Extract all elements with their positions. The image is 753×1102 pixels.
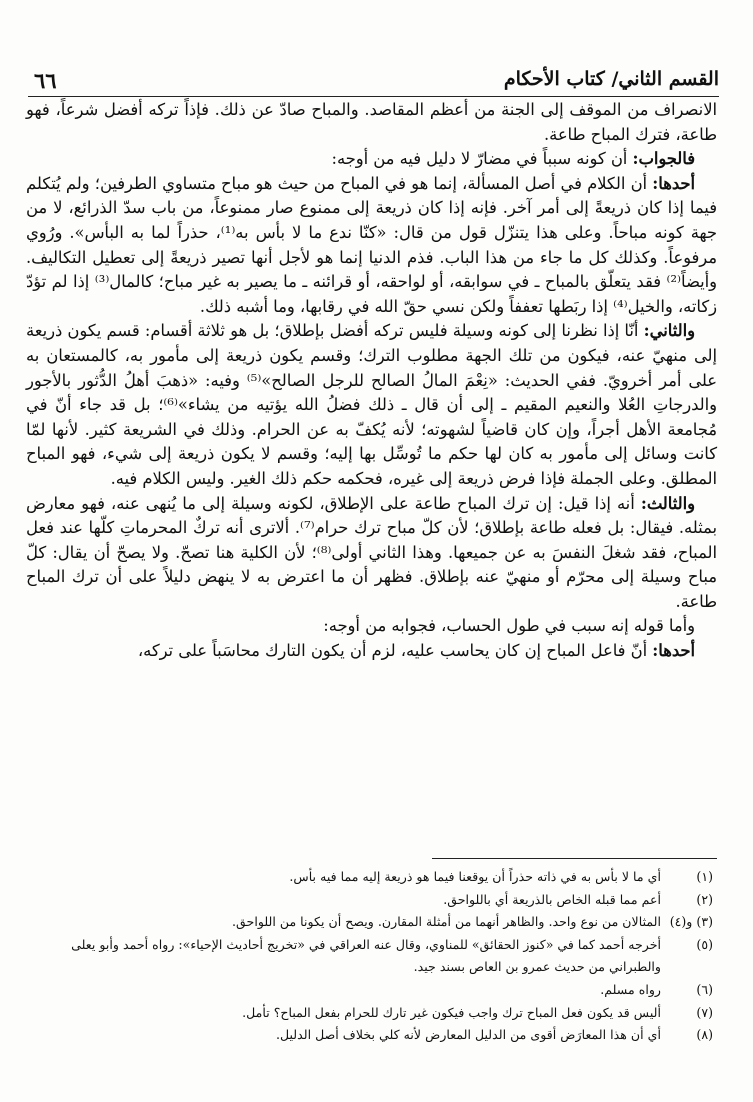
footnote-number: (٨) xyxy=(696,1027,713,1043)
paragraph-text: أن الكلام في أصل المسألة، إنما هو في المباح من حيث هو مباح متساوي الطرفين؛ ولم يُتكلم فيما إذا كان ذريعةً إلى أمر آخر. فإنه إذا كان ذريعة إلى ممنوع صار ممنوعاً، من باب سدّ الذرائع، لا من جهة كونه مباحاً. وعلى هذا يتنزّل قول من قال: «كنّا ندع ما لا بأس به⁽¹⁾، حذراً لما به البأس». ورُوي مرفوعاً. وكذلك كل ما جاء من هذا الباب. فذم الدنيا إنما هو لأجل أنها تصير ذريعةً إلى تعطيل التكاليف. وأيضاً⁽²⁾ فقد يتعلّق بالمباح ـ في سوابقه، أو لواحقه، أو قرائنه ـ ما يصير به غير مباح؛ كالمال⁽³⁾ إذا لم تؤدّ زكاته، والخيل⁽⁴⁾ إذا ربَطها تعففاً ولكن نسي حقّ الله في رقابها، وما أشبه ذلك. xyxy=(26,173,718,316)
paragraph xyxy=(26,172,717,320)
footnote-text: أي ما لا بأس به في ذاته حذراً أن يوقعنا فيما هو ذريعة إليه مما فيه بأس. xyxy=(289,869,661,884)
footnote-separator xyxy=(432,858,717,859)
paragraph xyxy=(26,319,717,491)
running-title: القسم الثاني/ كتاب الأحكام xyxy=(503,68,719,90)
paragraph-text: الانصراف من الموقف إلى الجنة من أعظم المقاصد. والمباح صادّ عن ذلك. فإذاً تركه أفضل شرعاً، فهو طاعة، فترك المباح طاعة. xyxy=(26,100,717,144)
footnote-number: (٥) xyxy=(696,936,713,952)
paragraph-label: والثالث: xyxy=(640,493,695,513)
paragraph xyxy=(26,614,717,639)
paragraph-label: أحدها: xyxy=(652,173,695,193)
page-header xyxy=(28,62,719,97)
paragraph-label: والثاني: xyxy=(643,321,695,341)
paragraph-text: أنّ فاعل المباح إن كان يحاسب عليه، لزم أن يكون التارك محاسَباً على تركه، xyxy=(137,641,653,661)
footnote xyxy=(26,911,713,934)
footnotes xyxy=(26,866,713,1047)
footnote xyxy=(26,934,713,979)
paragraph-text: أنّا إذا نظرنا إلى كونه وسيلة فليس تركه أفضل بإطلاق؛ بل هو ثلاثة أقسام: قسم يكون ذريعة إلى منهيّ عنه، فيكون من تلك الجهة مطلوب الترك؛ وقسم يكون ذريعة إلى مأمور به، كالمستعان به على أمر أخرويّ. ففي الحديث: «نِعْمَ المالُ الصالح للرجل الصالح»⁽⁵⁾ وفيه: «ذهبَ أهلُ الدُّثور بالأجور والدرجاتِ العُلا والنعيم المقيم ـ إلى أن قال ـ ذلك فضلُ الله يؤتيه من يشاء»⁽⁶⁾؛ بل قد جاء أنّ في مُجامعة الأهل أجراً، وإن كان قاضياً لشهوته؛ لأنه يُكفّ به عن الحرام. وذلك في الشريعة كثير. لأنها لمّا كانت وسائل إلى مأمور به كان لها حكم ما تُوسِّل بها إليه؛ وقسم لا يكون ذريعة إلى شيء، فهو المباح المطلق. وعلى الجملة فإذا فرض ذريعة إلى غيره، فحكمه حكم ذلك الغير. وليس الكلام فيه. xyxy=(26,321,718,488)
footnote xyxy=(26,866,713,889)
footnote-text: المثالان من نوع واحد. والظاهر أنهما من أمثلة المقارن. ويصح أن يكونا من اللواحق. xyxy=(232,914,661,930)
paragraph-label: فالجواب: xyxy=(632,149,695,169)
footnote-text: أي أن هذا المعارَض أقوى من الدليل المعارض لأنه كلي بخلاف أصل الدليل. xyxy=(275,1027,661,1043)
footnote-number: (٦) xyxy=(696,981,713,997)
paragraph xyxy=(26,492,717,615)
footnote xyxy=(26,889,713,912)
footnote-text: أعم مما قبله الخاص بالذريعة أي باللواحق. xyxy=(443,891,661,907)
paragraph-label: أحدها: xyxy=(652,641,695,661)
footnote-text: أخرجه أحمد كما في «كنوز الحقائق» للمناوي، وقال عنه العراقي في «تخريج أحاديث الإحياء»: رواه أحمد وأبو يعلى والطبراني من حديث عمرو بن العاص بسند جيد. xyxy=(71,936,661,975)
footnote-text: أليس قد يكون فعل المباح ترك واجب فيكون غير تارك للحرام بفعل المباح؟ تأمل. xyxy=(242,1004,661,1020)
footnote-number: (١) xyxy=(696,869,713,884)
page-number: ٦٦ xyxy=(34,68,57,93)
footnote xyxy=(26,1024,713,1047)
paragraph xyxy=(26,98,717,147)
paragraph-text: أنه إذا قيل: إن ترك المباح طاعة على الإطلاق، لكونه وسيلة إلى ما يُنهى عنه، فهو معارض بمثله. فيقال: بل فعله طاعة بإطلاق؛ لأن كلّ مباح ترك حرام⁽⁷⁾. ألاترى أنه تركٌ المحرماتِ كلّها عند فعل المباح، فقد شغلَ النفسَ به عن جميعها. وهذا الثاني أولى⁽⁸⁾؛ لأن الكلية هنا تصحّ. ولا يصحّ أن يقال: كلّ مباح وسيلة إلى محرّم أو منهيّ عنه بإطلاق. فظهر أن ما اعترض به لا ينهض دليلاً على أن ترك المباح طاعة. xyxy=(26,493,717,611)
footnote-number: (٣) و(٤) xyxy=(669,914,713,930)
footnote-number: (٢) xyxy=(696,891,713,907)
footnote-text: رواه مسلم. xyxy=(600,981,661,997)
paragraph-text: أن كونه سبباً في مضارّ لا دليل فيه من أوجه: xyxy=(331,149,633,169)
main-text xyxy=(26,98,717,664)
paragraph xyxy=(26,639,717,664)
footnote xyxy=(26,1002,713,1025)
footnote-number: (٧) xyxy=(696,1004,713,1020)
footnote xyxy=(26,979,713,1002)
paragraph-text: وأما قوله إنه سبب في طول الحساب، فجوابه من أوجه: xyxy=(323,616,695,636)
paragraph xyxy=(26,147,717,172)
